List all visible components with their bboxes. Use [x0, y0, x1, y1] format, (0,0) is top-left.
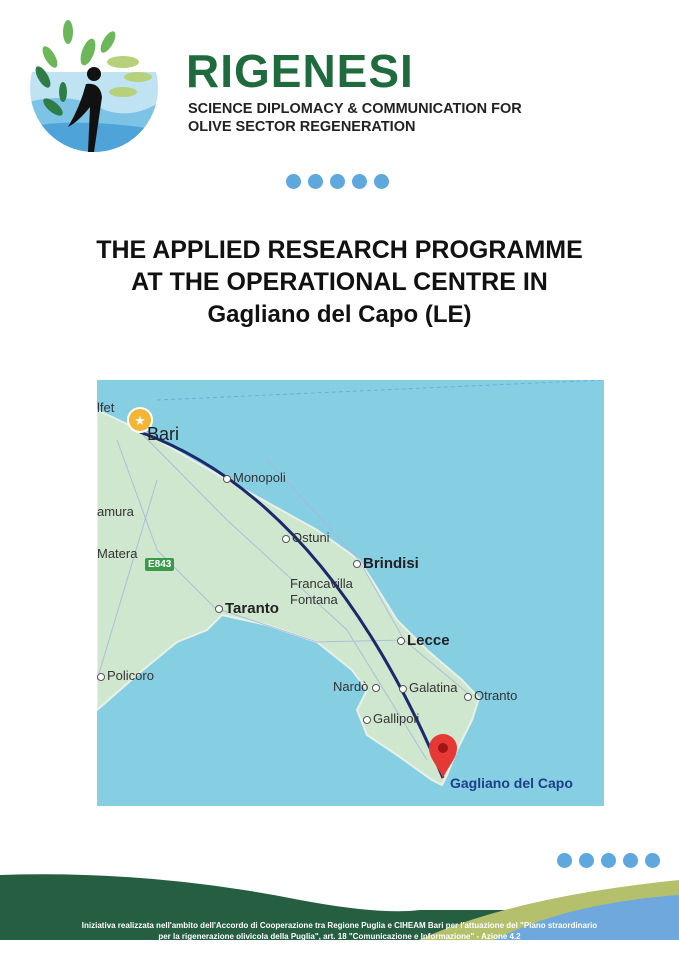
label-galatina: Galatina [409, 680, 458, 695]
brand-name: RIGENESI [186, 45, 414, 97]
label-molfetta: lfet [97, 400, 115, 415]
label-altamura: amura [97, 504, 134, 519]
label-otranto: Otranto [474, 688, 518, 703]
label-gagliano-del-capo: Gagliano del Capo [450, 775, 573, 791]
decorative-dots-top [286, 174, 389, 189]
decorative-dots-bottom [557, 853, 660, 868]
label-francavilla: Francavilla [290, 576, 353, 591]
svg-text:★: ★ [134, 413, 146, 428]
label-bari: Bari [147, 424, 180, 444]
label-matera: Matera [97, 546, 138, 561]
rigenesi-logo [28, 12, 160, 154]
title-line3: Gagliano del Capo (LE) [207, 301, 472, 328]
label-taranto: Taranto [225, 600, 279, 617]
label-monopoli: Monopoli [233, 470, 286, 485]
tagline-line2: OLIVE SECTOR REGENERATION [188, 119, 416, 135]
label-brindisi: Brindisi [363, 555, 419, 572]
label-lecce: Lecce [407, 632, 450, 649]
label-nardo: Nardò [333, 679, 369, 694]
route-map [97, 380, 604, 806]
title-line2: AT THE OPERATIONAL CENTRE IN [131, 268, 548, 296]
label-ostuni: Ostuni [292, 530, 330, 545]
label-gallipoli: Gallipoli [373, 711, 420, 726]
label-fontana: Fontana [290, 592, 338, 607]
footer-line2: per la rigenerazione olivicola della Puglia", art. 18 "Comunicazione e Informazione" - Azione 4.2 [158, 932, 521, 941]
tagline-line1: SCIENCE DIPLOMACY & COMMUNICATION FOR [188, 101, 522, 117]
title-line1: THE APPLIED RESEARCH PROGRAMME [96, 236, 583, 264]
road-sign-e843: E843 [145, 558, 174, 571]
footer-line1: Iniziativa realizzata nell'ambito dell'Accordo di Cooperazione tra Regione Puglia e CIHEAM Bari per l'attuazione del "Piano straordinario [81, 921, 598, 930]
label-policoro: Policoro [107, 668, 154, 683]
